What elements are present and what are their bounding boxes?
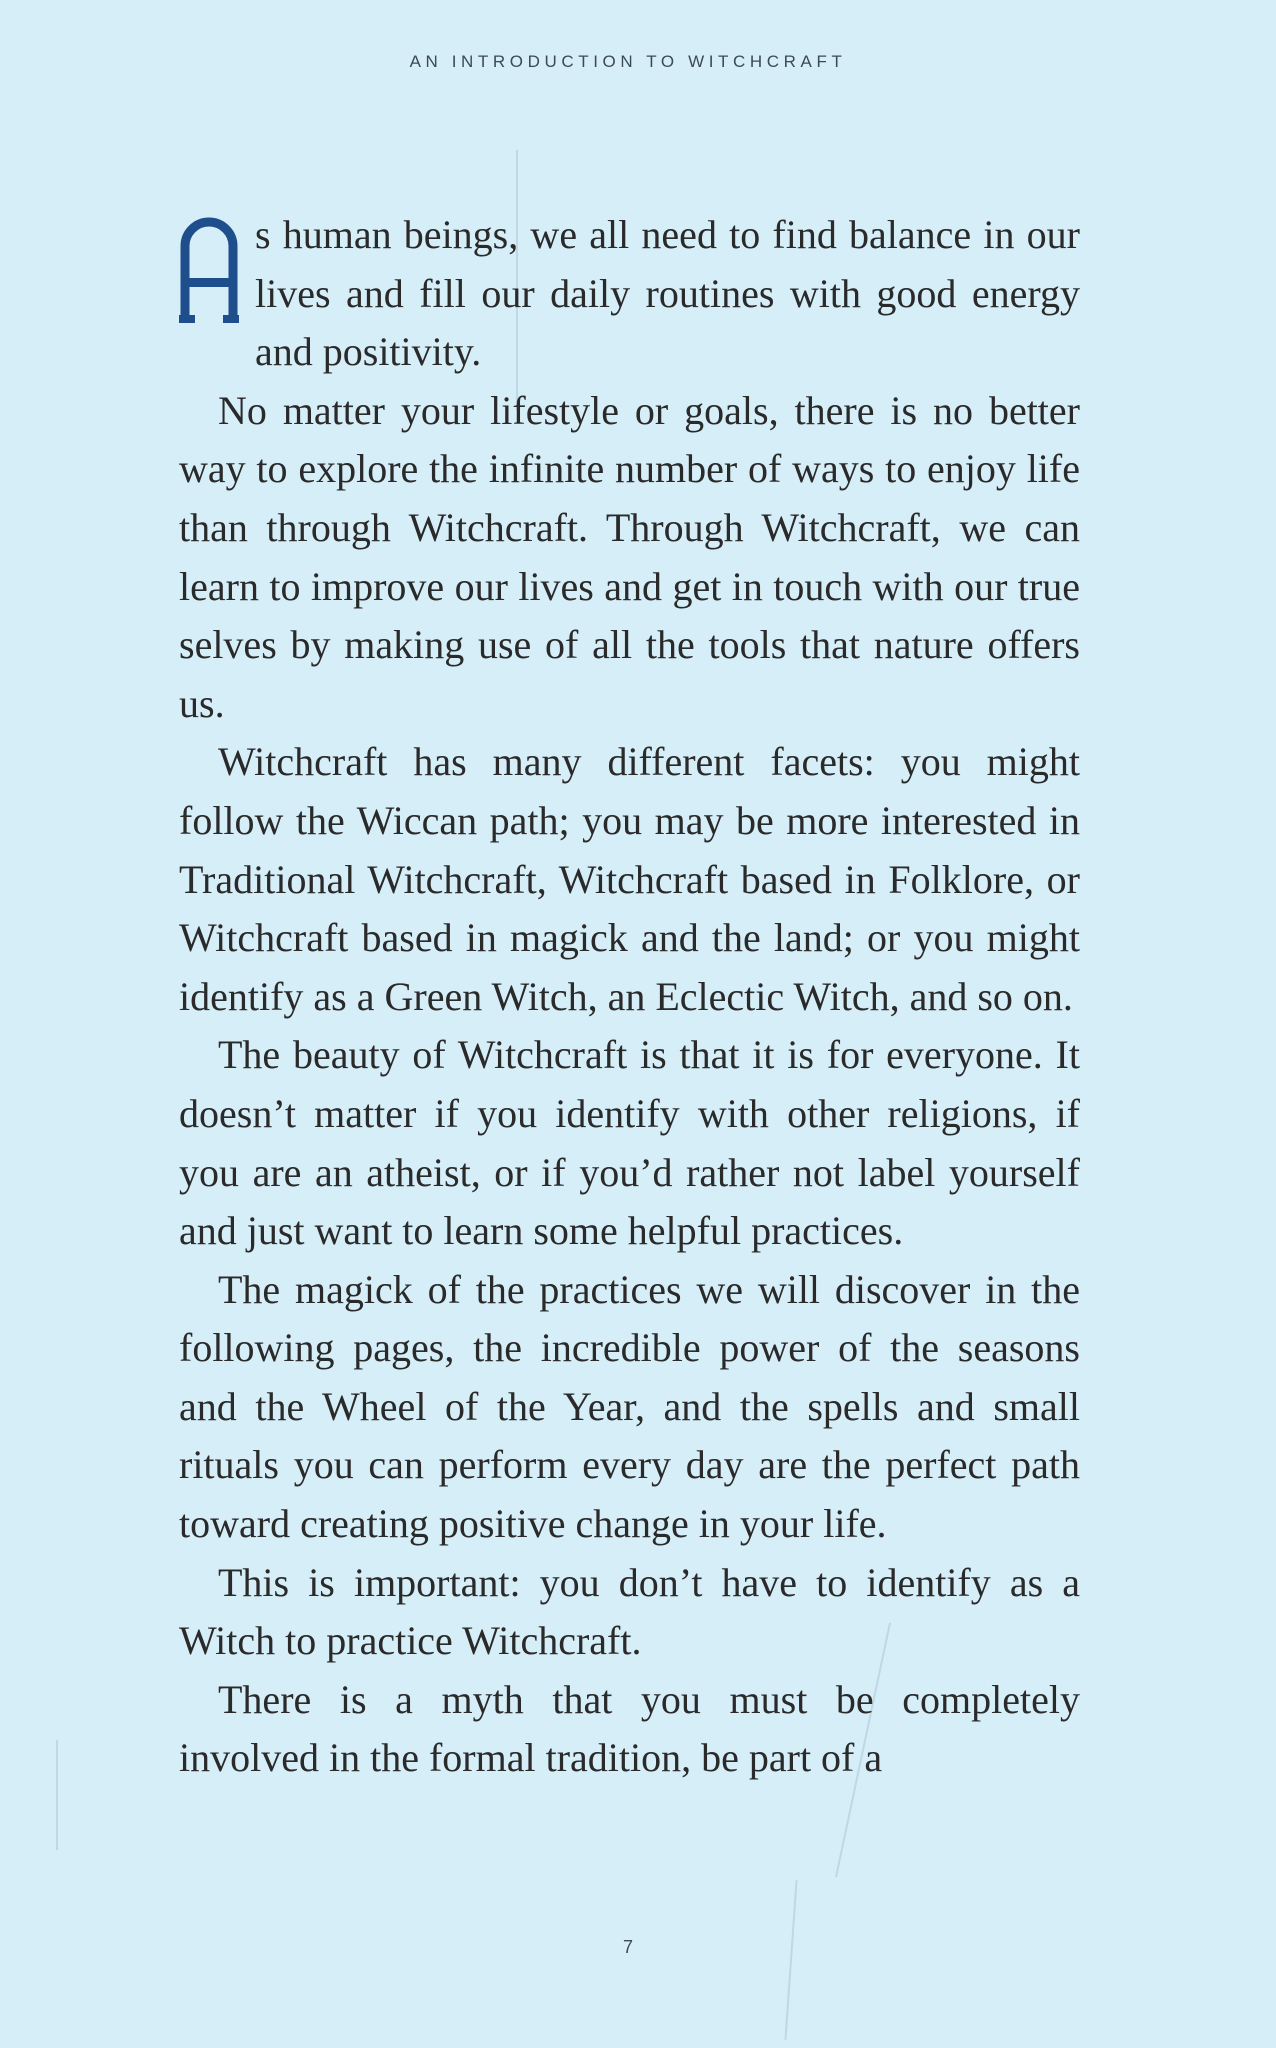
paragraph-1-text: s human beings, we all need to find balance in our lives and fill our daily routines with good energy and positivity. <box>255 212 1080 375</box>
paragraph-3: Witchcraft has many different facets: you might follow the Wiccan path; you may be more interested in Traditional Witchcraft, Witchcraft based in Folklore, or Witchcraft based in magick and the land; or you might identify as a Green Witch, an Eclectic Witch, and so on. <box>179 739 1080 1019</box>
paragraph-2: No matter your lifestyle or goals, there is no better way to explore the infinite number of ways to enjoy life than through Witchcraft. Through Witchcraft, we can learn to improve our lives and get in touch with our true selves by making use of all the tools that nature offers us. <box>179 387 1080 726</box>
paper-crease <box>56 1740 58 1850</box>
page-number: 7 <box>622 1937 633 1957</box>
paragraph-1 <box>179 206 1080 382</box>
dropcap-letter-a <box>179 216 239 326</box>
paragraph-5: The magick of the practices we will discover in the following pages, the incredible power of the seasons and the Wheel of the Year, and the spells and small rituals you can perform every day are the perfect path toward creating positive change in your life. <box>179 1266 1080 1547</box>
body-text <box>179 206 1080 1788</box>
paragraph-6: This is important: you don’t have to identify as a Witch to practice Witchcraft. <box>179 1559 1080 1664</box>
paper-crease <box>784 1880 797 2040</box>
paragraph-4: The beauty of Witchcraft is that it is for everyone. It doesn’t matter if you identify with other religions, if you are an atheist, or if you’d rather not label yourself and just want to learn some helpful practices. <box>179 1032 1080 1254</box>
paragraph-7: There is a myth that you must be completely involved in the formal tradition, be part of a <box>179 1676 1080 1781</box>
running-head: AN INTRODUCTION TO WITCHCRAFT <box>409 52 847 71</box>
